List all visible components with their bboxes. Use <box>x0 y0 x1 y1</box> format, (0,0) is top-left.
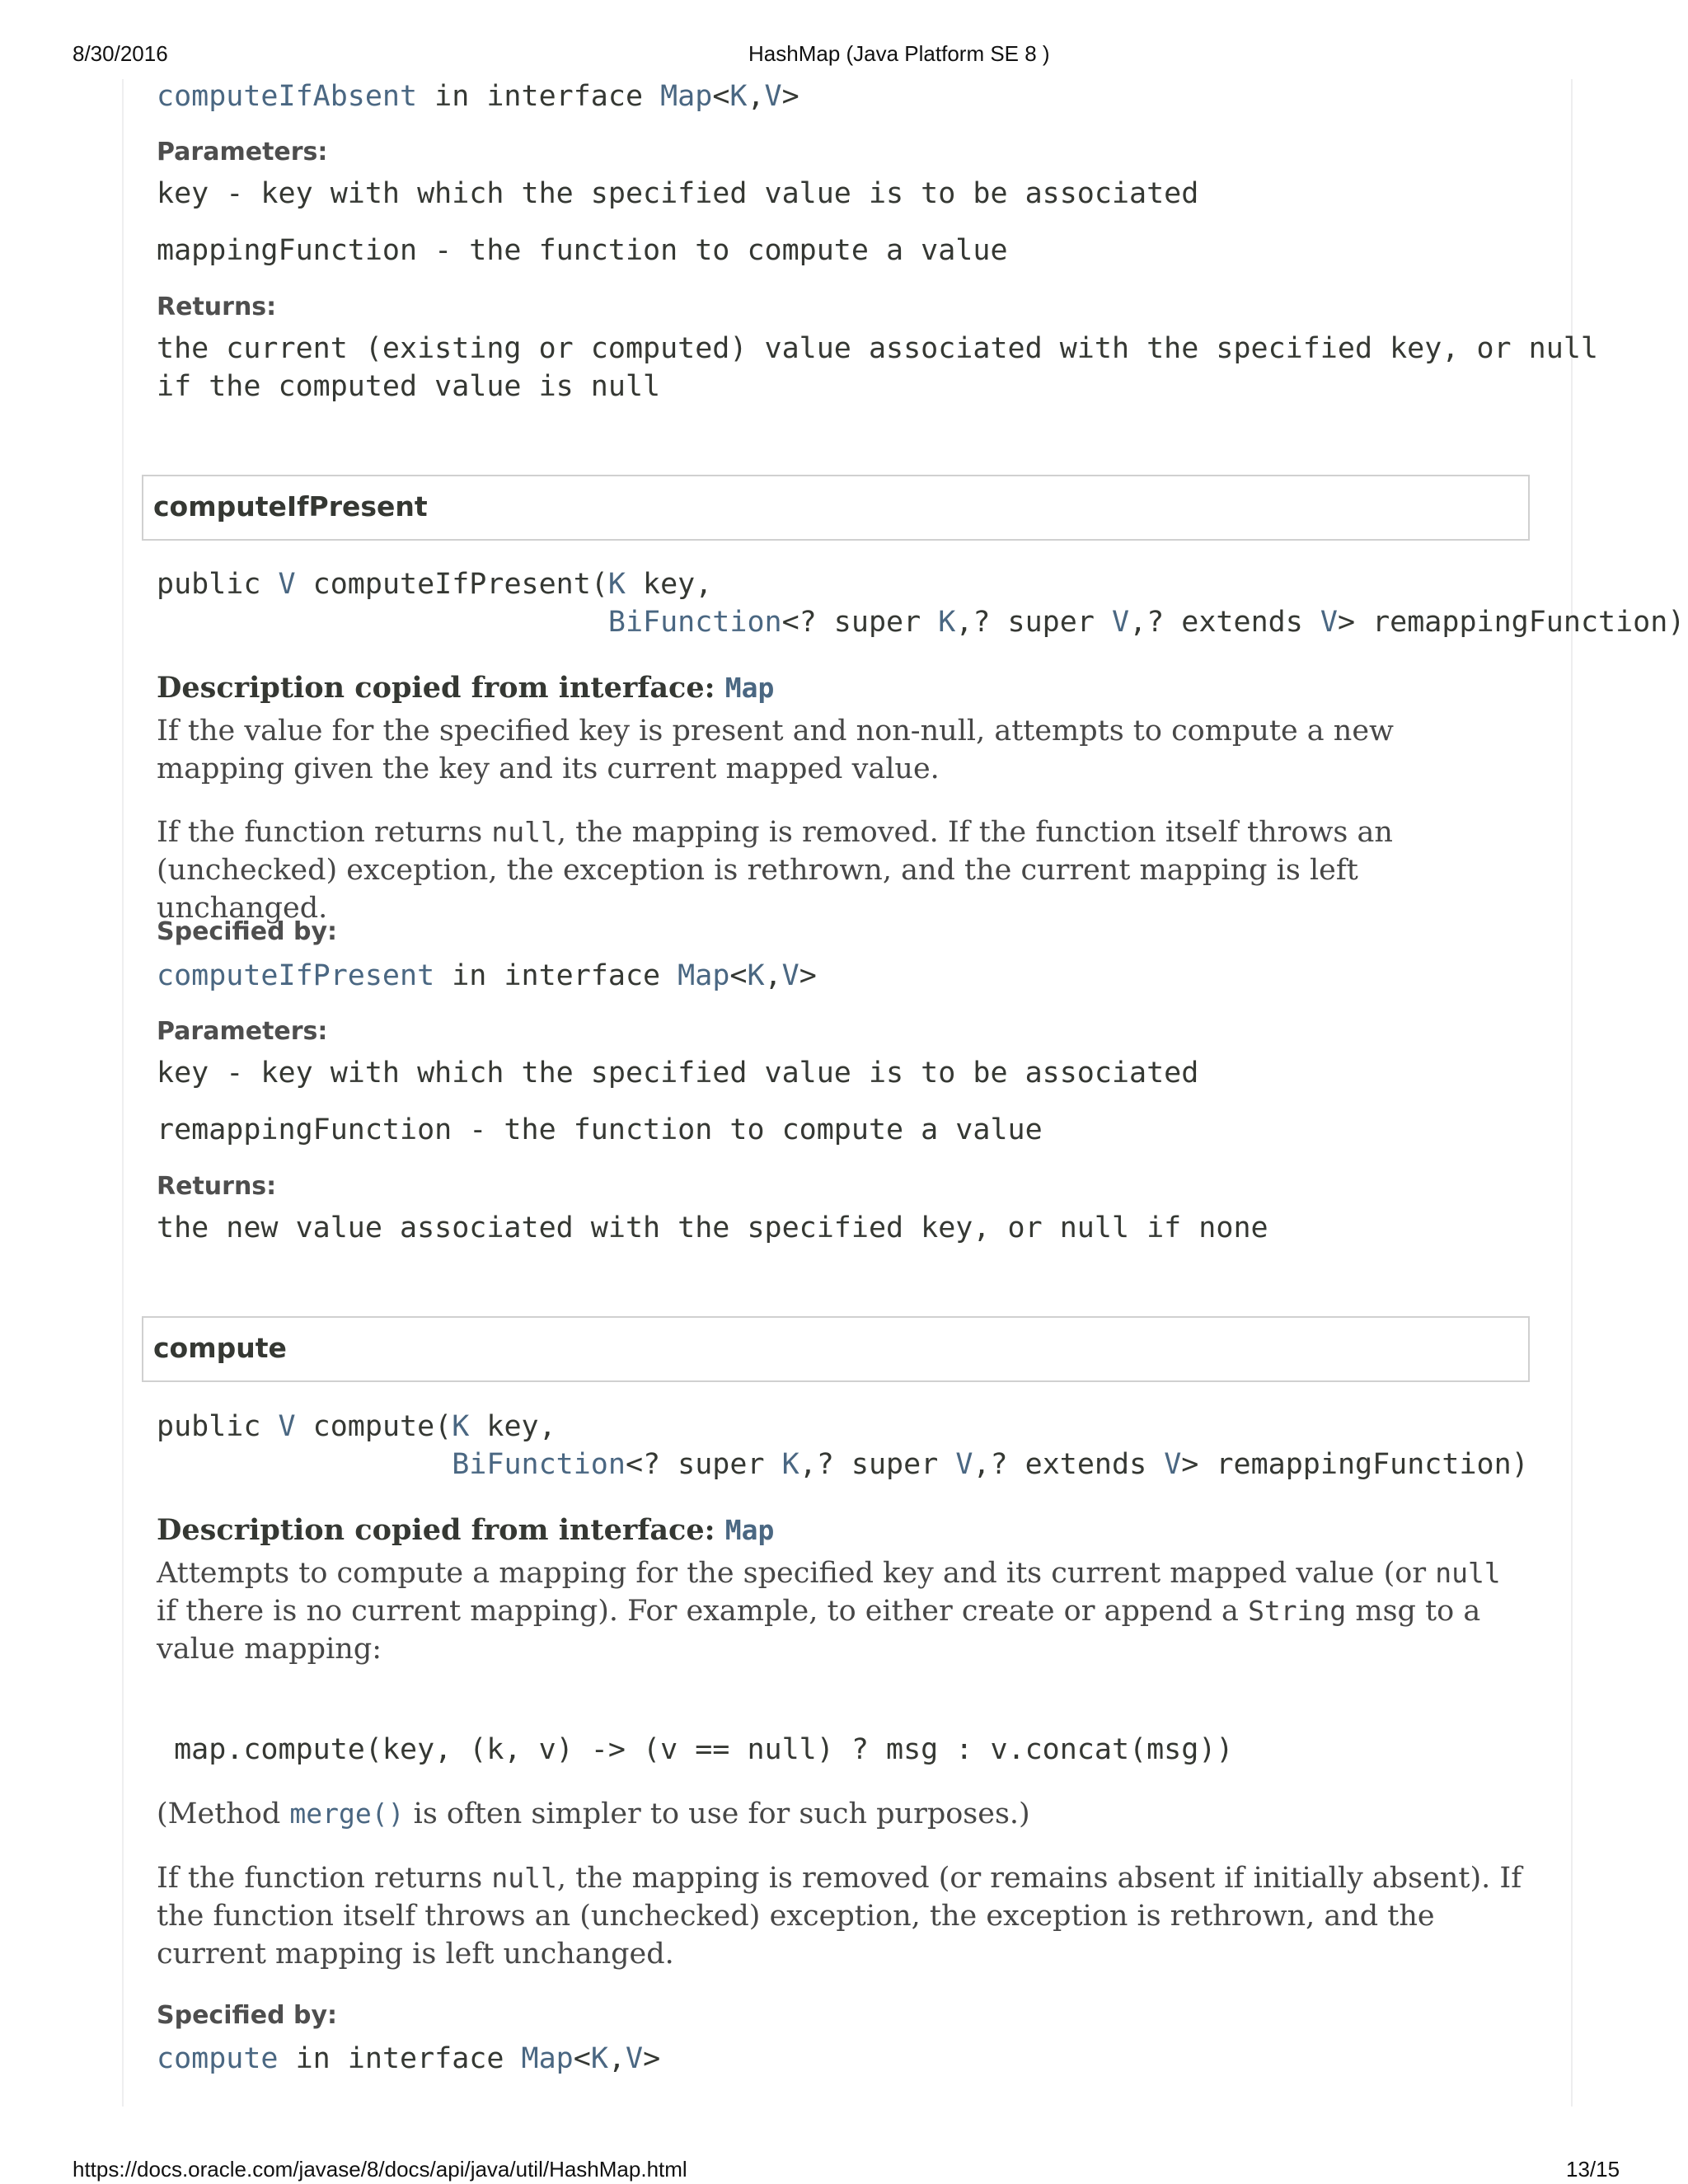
v-link[interactable]: V <box>781 959 799 992</box>
description-heading: Description copied from interface: Map <box>157 1513 775 1547</box>
map-interface-link[interactable]: Map <box>724 1514 775 1546</box>
specified-by-label: Specified by: <box>157 917 338 946</box>
type-v-link[interactable]: V <box>278 1410 296 1443</box>
v-link[interactable]: V <box>625 2042 644 2075</box>
v-link[interactable]: V <box>764 80 782 113</box>
k-link[interactable]: K <box>590 2042 608 2075</box>
type-k-link[interactable]: K <box>938 606 956 639</box>
specified-by-computeIfPresent: computeIfPresent in interface Map<K,V> <box>157 959 817 992</box>
print-date: 8/30/2016 <box>73 41 168 66</box>
returns-label: Returns: <box>157 293 277 321</box>
param-remappingFunction: remappingFunction - the function to compute a value <box>157 1113 1043 1146</box>
type-v-link[interactable]: V <box>1320 606 1338 639</box>
method-heading-computeIfPresent: computeIfPresent <box>142 475 1530 541</box>
map-link[interactable]: Map <box>521 2042 574 2075</box>
returns-text-line2: if the computed value is null <box>157 370 661 403</box>
description-paragraph: If the function returns null, the mapping is removed. If the function itself throws an (unchecked) exception, the exception is rethrown, and the current mapping is left unchanged. <box>157 816 1393 925</box>
param-mappingFunction: mappingFunction - the function to compute a value <box>157 234 1008 267</box>
signature-line1: public V compute(K key, <box>157 1410 556 1443</box>
description-paragraph: If the value for the specified key is present and non-null, attempts to compute a new mapping given the key and its current mapped value. <box>157 715 1394 785</box>
bifunction-link[interactable]: BiFunction <box>607 606 782 639</box>
signature-line2: BiFunction<? super K,? super V,? extends V> remappingFunction) <box>607 606 1686 639</box>
specified-by-label: Specified by: <box>157 2001 338 2030</box>
type-k-link[interactable]: K <box>781 1448 799 1481</box>
bifunction-link[interactable]: BiFunction <box>452 1448 626 1481</box>
print-title: HashMap (Java Platform SE 8 ) <box>748 41 1050 66</box>
type-k-link[interactable]: K <box>452 1410 470 1443</box>
type-v-link[interactable]: V <box>955 1448 973 1481</box>
computeIfPresent-link[interactable]: computeIfPresent <box>157 959 435 992</box>
map-link[interactable]: Map <box>660 80 713 113</box>
code-example: map.compute(key, (k, v) -> (v == null) ? msg : v.concat(msg)) <box>157 1733 1234 1766</box>
description-heading: Description copied from interface: Map <box>157 671 775 705</box>
specified-by-computeIfAbsent: computeIfAbsent in interface Map<K,V> <box>157 80 799 113</box>
parameters-label: Parameters: <box>157 138 328 166</box>
signature-line2: BiFunction<? super K,? super V,? extends V> remappingFunction) <box>452 1448 1529 1481</box>
param-key: key - key with which the specified value is to be associated <box>157 1057 1199 1090</box>
returns-text: the new value associated with the specified key, or null if none <box>157 1212 1268 1244</box>
returns-text-line1: the current (existing or computed) value associated with the specified key, or null <box>157 332 1598 365</box>
method-heading-compute: compute <box>142 1316 1530 1382</box>
signature-line1: public V computeIfPresent(K key, <box>157 568 713 601</box>
map-interface-link[interactable]: Map <box>724 672 775 704</box>
k-link[interactable]: K <box>747 959 765 992</box>
param-key: key - key with which the specified value is to be associated <box>157 177 1199 210</box>
returns-label: Returns: <box>157 1172 277 1201</box>
parameters-label: Parameters: <box>157 1017 328 1046</box>
print-page-number: 13/15 <box>1566 2157 1620 2182</box>
merge-link[interactable]: merge() <box>289 1797 405 1830</box>
map-link[interactable]: Map <box>678 959 730 992</box>
specified-by-compute: compute in interface Map<K,V> <box>157 2042 661 2075</box>
print-url: https://docs.oracle.com/javase/8/docs/api/java/util/HashMap.html <box>73 2157 687 2182</box>
type-v-link[interactable]: V <box>1111 606 1130 639</box>
type-v-link[interactable]: V <box>1164 1448 1182 1481</box>
description-paragraph: If the function returns null, the mapping is removed (or remains absent if initially absent). If the function itself throws an (unchecked) exception, the exception is rethrown, and the current mapping is left unchanged. <box>157 1862 1522 1971</box>
compute-link[interactable]: compute <box>157 2042 279 2075</box>
computeIfAbsent-link[interactable]: computeIfAbsent <box>157 80 418 113</box>
description-paragraph: Attempts to compute a mapping for the specified key and its current mapped value (or null if there is no current mapping). For example, to either create or append a String msg to a value mapping: <box>157 1557 1501 1666</box>
type-k-link[interactable]: K <box>607 568 626 601</box>
type-v-link[interactable]: V <box>278 568 296 601</box>
description-paragraph: (Method merge() is often simpler to use for such purposes.) <box>157 1797 1030 1830</box>
k-link[interactable]: K <box>729 80 748 113</box>
